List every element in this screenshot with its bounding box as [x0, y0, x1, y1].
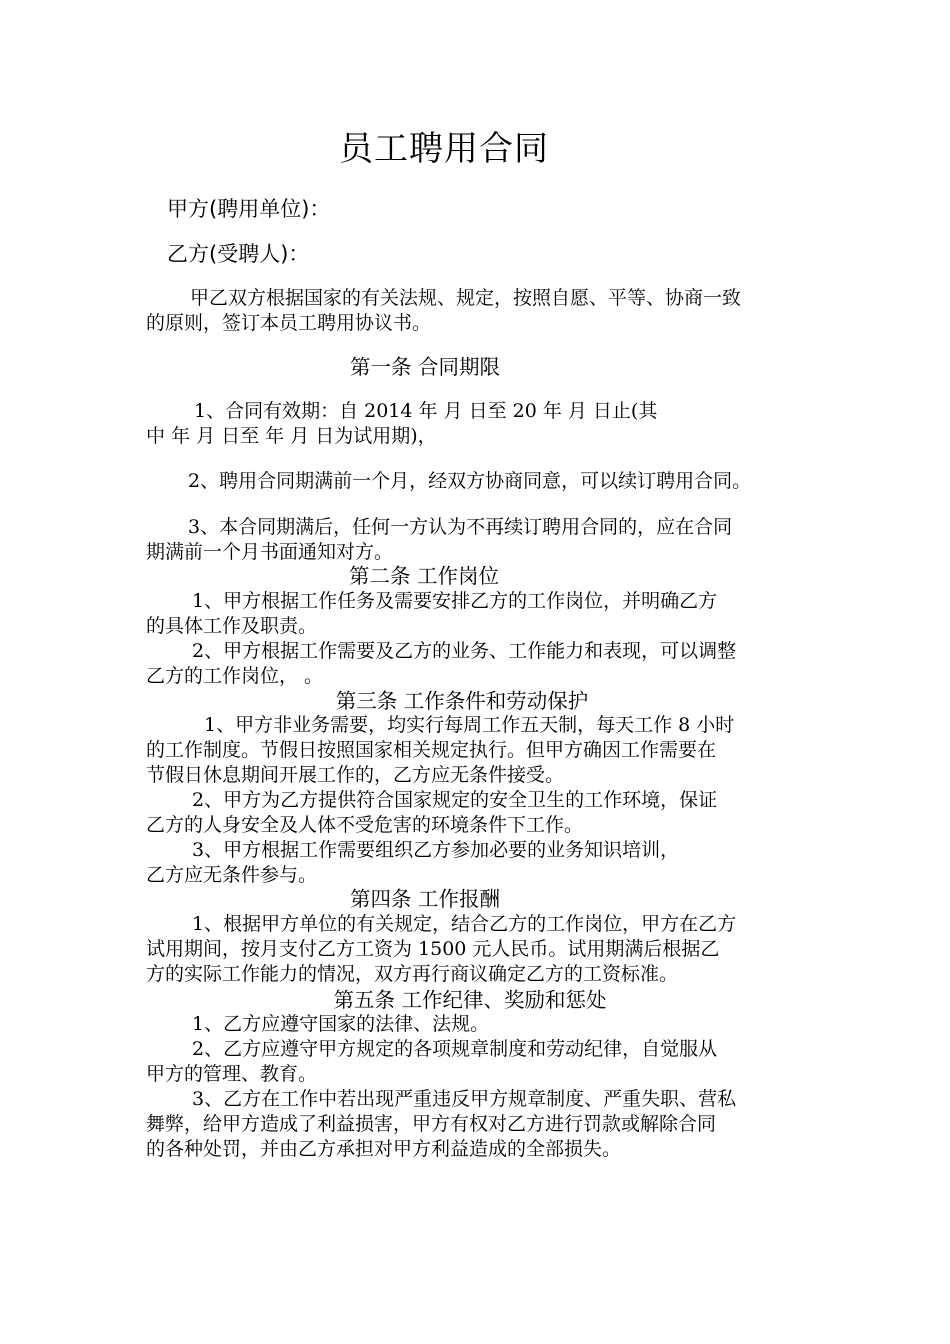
paragraph-line: 1、甲方非业务需要，均实行每周工作五天制，每天工作 8 小时 [204, 714, 735, 736]
paragraph-line: 的工作制度。节假日按照国家相关规定执行。但甲方确因工作需要在 [146, 739, 717, 761]
party-b-label: 乙方(受聘人)： [167, 242, 310, 266]
paragraph-line: 乙方应无条件参与。 [146, 864, 318, 886]
paragraph-line: 中 年 月 日至 年 月 日为试用期)， [146, 425, 437, 447]
paragraph-line: 试用期间，按月支付乙方工资为 1500 元人民币。试用期满后根据乙 [146, 938, 720, 960]
intro-line: 甲乙双方根据国家的有关法规、规定，按照自愿、平等、协商一致 [190, 287, 742, 309]
section-2-paragraph-2 [146, 639, 846, 689]
paragraph-line: 的各种处罚，并由乙方承担对甲方利益造成的全部损失。 [146, 1138, 622, 1160]
section-heading-3: 第三条 工作条件和劳动保护 [335, 689, 589, 713]
party-a-label: 甲方(聘用单位)： [167, 197, 331, 221]
paragraph-line: 3、甲方根据工作需要组织乙方参加必要的业务知识培训， [192, 839, 680, 861]
paragraph-line: 乙方的人身安全及人体不受危害的环境条件下工作。 [146, 814, 584, 836]
paragraph-line: 1、根据甲方单位的有关规定，结合乙方的工作岗位，甲方在乙方 [192, 913, 737, 935]
section-1-paragraph-3 [146, 515, 846, 565]
paragraph-line: 甲方的管理、教育。 [146, 1063, 318, 1085]
section-4-paragraph-1 [146, 912, 846, 987]
paragraph-line: 1、合同有效期：自 2014 年 月 日至 20 年 月 日止(其 [194, 400, 658, 422]
paragraph-line: 舞弊，给甲方造成了利益损害，甲方有权对乙方进行罚款或解除合同 [146, 1113, 717, 1135]
paragraph-line: 乙方的工作岗位， 。 [146, 665, 324, 687]
section-1-paragraph-1 [146, 399, 846, 449]
section-heading-5: 第五条 工作纪律、奖励和惩处 [333, 988, 607, 1012]
section-1-paragraph-2 [146, 469, 846, 494]
paragraph-line: 1、乙方应遵守国家的法律、法规。 [192, 1013, 490, 1035]
section-2-paragraph-1 [146, 589, 846, 639]
paragraph-line: 3、乙方在工作中若出现严重违反甲方规章制度、严重失职、营私 [192, 1088, 737, 1110]
paragraph-line: 期满前一个月书面通知对方。 [146, 541, 394, 563]
paragraph-line: 2、甲方根据工作需要及乙方的业务、工作能力和表现，可以调整 [192, 640, 737, 662]
section-5-paragraph-2 [146, 1037, 846, 1087]
section-3-paragraph-1 [146, 713, 846, 788]
section-5-paragraph-1 [146, 1012, 846, 1037]
section-heading-1: 第一条 合同期限 [349, 355, 501, 379]
paragraph-line: 1、甲方根据工作任务及需要安排乙方的工作岗位，并明确乙方 [192, 590, 718, 612]
document-title: 员工聘用合同 [339, 129, 549, 169]
section-heading-4: 第四条 工作报酬 [349, 887, 501, 911]
paragraph-line: 2、乙方应遵守甲方规定的各项规章制度和劳动纪律，自觉服从 [192, 1038, 718, 1060]
paragraph-line: 3、本合同期满后，任何一方认为不再续订聘用合同的，应在合同 [188, 516, 733, 538]
section-3-paragraph-2 [146, 788, 846, 838]
paragraph-line: 节假日休息期间开展工作的，乙方应无条件接受。 [146, 764, 565, 786]
intro-paragraph [146, 286, 846, 336]
paragraph-line: 2、甲方为乙方提供符合国家规定的安全卫生的工作环境，保证 [192, 789, 718, 811]
section-5-paragraph-3 [146, 1087, 846, 1162]
section-3-paragraph-3 [146, 838, 846, 888]
paragraph-line: 的具体工作及职责。 [146, 615, 318, 637]
paragraph-line: 2、聘用合同期满前一个月，经双方协商同意，可以续订聘用合同。 [188, 470, 752, 492]
section-heading-2: 第二条 工作岗位 [348, 564, 500, 588]
intro-line: 的原则，签订本员工聘用协议书。 [146, 312, 432, 334]
paragraph-line: 方的实际工作能力的情况，双方再行商议确定乙方的工资标准。 [146, 963, 679, 985]
